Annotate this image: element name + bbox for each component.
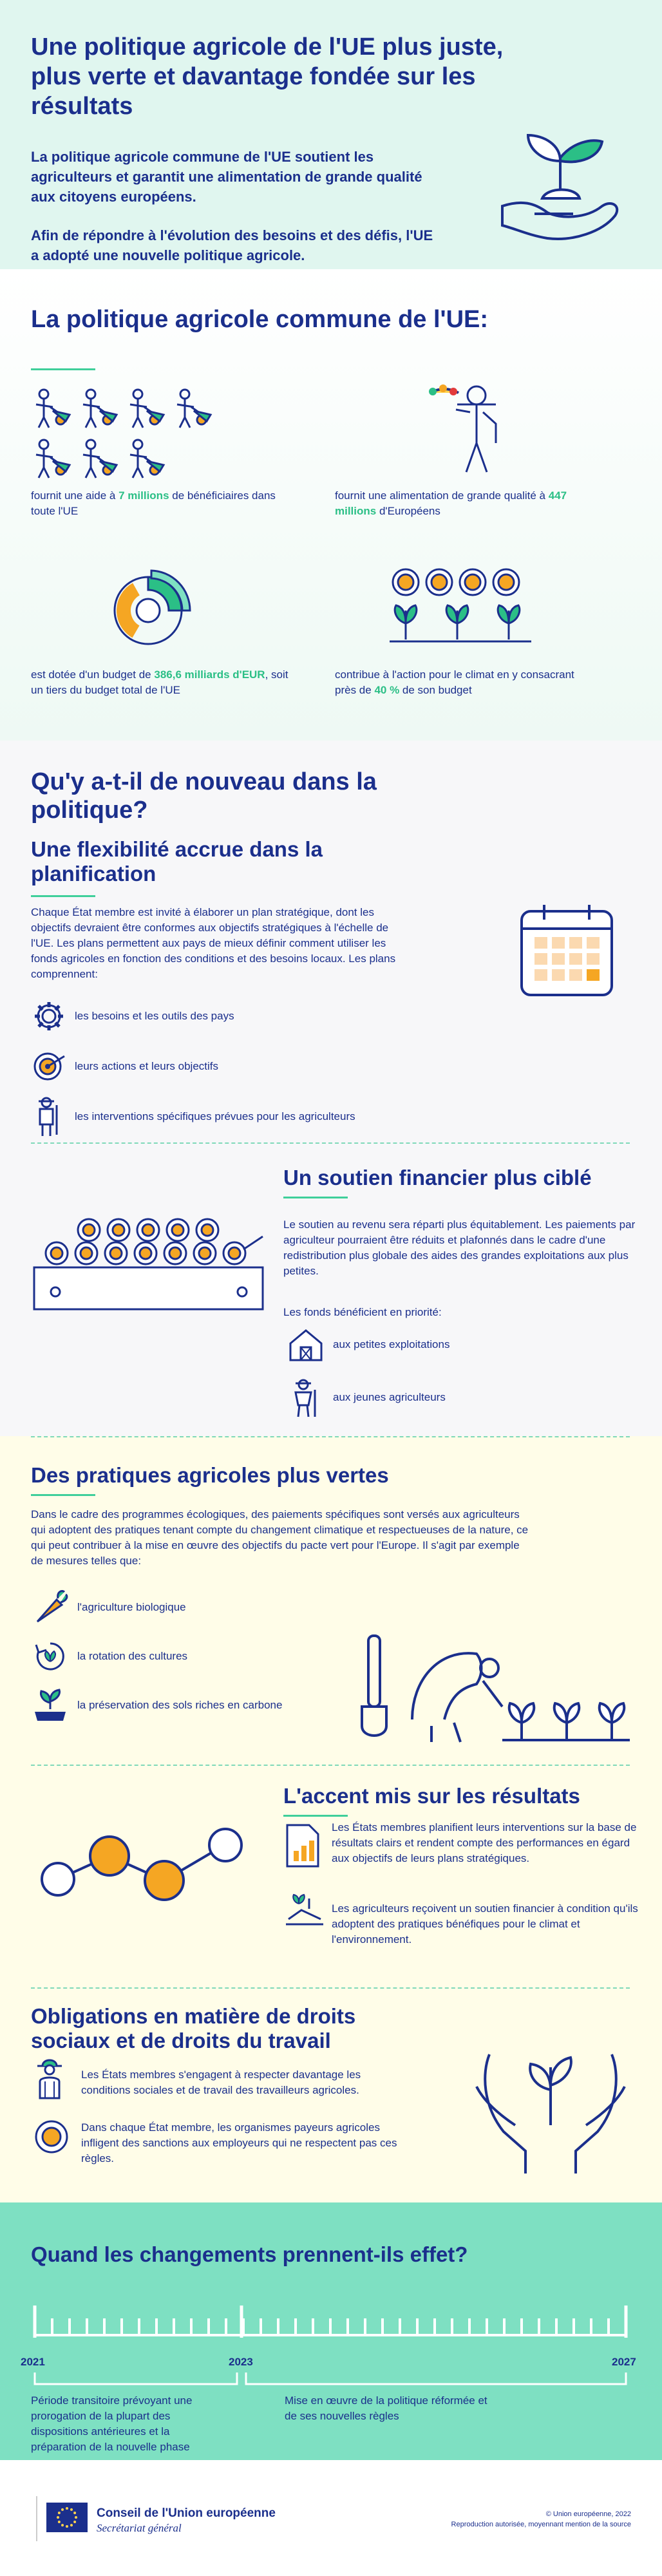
flex-title: Une flexibilité accrue dans la planification: [31, 837, 323, 886]
pac-section: [0, 269, 662, 741]
green-section: [0, 1436, 662, 2202]
resultats-title: L'accent mis sur les résultats: [283, 1784, 580, 1808]
fact1-highlight: 7 millions: [118, 489, 169, 502]
fact4-post: de son budget: [399, 684, 472, 696]
resultats-underline: [283, 1815, 348, 1817]
fact3-pre: est dotée d'un budget de: [31, 668, 155, 681]
soil-sprout-icon: [31, 1686, 70, 1725]
young-farmer-icon: [287, 1377, 325, 1418]
worker-icon: [31, 2056, 70, 2101]
fact3-highlight: 386,6 milliards d'EUR: [154, 668, 265, 681]
fact-food: [335, 488, 580, 519]
vertes-text: Dans le cadre des programmes écologiques, des paiements spécifiques sont versés aux agriculteurs qui adoptent des pratiques tenant compte du changement climatique et respectueuses de la nature, ce qui peut contribuer à la mise en œuvre des objectifs du pacte vert pour l'Europe. Il s'agit par exemple de mesures telles que:: [31, 1508, 529, 1567]
fact-climate: [335, 667, 586, 698]
page-title: Une politique agricole de l'UE plus juste, plus verte et davantage fondée sur les résultats: [31, 33, 504, 120]
results-chain-icon: [39, 1810, 258, 1919]
priority-young-farmers: [287, 1377, 446, 1418]
green-item-label: l'agriculture biologique: [77, 1601, 186, 1613]
nouveau-title: Qu'y a-t-il de nouveau dans la politique?: [31, 768, 377, 824]
eu-star: [61, 2508, 64, 2511]
timeline-ruler: [31, 2299, 630, 2344]
priority-small-farms: [287, 1327, 449, 1363]
plan-item-label: les besoins et les outils des pays: [75, 1010, 234, 1022]
flex-underline: [31, 895, 95, 897]
divider: [31, 1987, 630, 1989]
timeline-section: [0, 2202, 662, 2460]
year-2021: 2021: [21, 2356, 45, 2368]
eu-flag-logo: [46, 2503, 88, 2532]
soutien-title: Un soutien financier plus ciblé: [283, 1166, 592, 1189]
farm-house-icon: [287, 1327, 325, 1363]
eu-star: [73, 2521, 76, 2523]
farmer-planting-icon: [354, 1623, 631, 1745]
droits-title: Obligations en matière de droits sociaux et de droits du travail: [31, 2004, 356, 2052]
target-icon: [31, 1048, 67, 1084]
copyright-line1: © Union européenne, 2022: [545, 2510, 631, 2518]
phase2-text: Mise en œuvre de la politique réformée et de ses nouvelles règles: [285, 2394, 487, 2422]
year-2023: 2023: [229, 2356, 253, 2368]
org-subname: Secrétariat général: [97, 2522, 182, 2534]
eu-star: [75, 2516, 77, 2519]
year-2027: 2027: [612, 2356, 636, 2368]
farmer-icon: [31, 1096, 67, 1137]
priority-label: aux petites exploitations: [333, 1338, 450, 1350]
hand-seedling-icon: [496, 122, 625, 245]
vertes-underline: [31, 1494, 95, 1496]
droits-item1: Les États membres s'engagent à respecter davantage les conditions sociales et de travail des travailleurs agricoles.: [81, 2069, 361, 2096]
phase-bracket: [31, 2371, 630, 2391]
green-item-label: la rotation des cultures: [77, 1650, 188, 1662]
plan-item-label: leurs actions et leurs objectifs: [75, 1060, 218, 1072]
priority-label: aux jeunes agriculteurs: [333, 1391, 446, 1403]
green-item-organic: [31, 1588, 186, 1627]
fact-budget: [31, 667, 288, 698]
green-item-label: la préservation des sols riches en carbone: [77, 1699, 283, 1711]
coin-icon: [33, 2119, 70, 2155]
org-name: Conseil de l'Union européenne: [97, 2506, 276, 2520]
eu-star: [70, 2524, 73, 2526]
eu-star: [57, 2516, 59, 2519]
logo-frame: [36, 2496, 37, 2541]
intro-paragraph-2: Afin de répondre à l'évolution des besoins et des défis, l'UE a adopté une nouvelle politique agricole.: [31, 227, 433, 263]
hands-plant-icon: [464, 2029, 638, 2177]
flex-text: Chaque État membre est invité à élaborer un plan stratégique, dont les objectifs devraient être conformes aux objectifs stratégiques à l'échelle de l'UE. Les plans permettent aux pays de mieux définir comment utiliser les fonds agricoles en fonction des conditions et des besoins locaux. Les plans comprennent:: [31, 906, 396, 980]
field-tractor-icon: [283, 1891, 326, 1927]
plan-item-needs: [31, 998, 234, 1034]
fact4-highlight: 40 %: [374, 684, 400, 696]
coins-tray-icon: [31, 1217, 269, 1320]
resultats-item2: Les agriculteurs reçoivent un soutien financier à condition qu'ils adoptent des pratiques bénéfiques pour le climat et l'environnement.: [332, 1902, 638, 1946]
gear-icon: [31, 998, 67, 1034]
plan-item-interventions: [31, 1096, 355, 1137]
pac-title: La politique agricole commune de l'UE:: [31, 306, 489, 333]
soutien-priority: Les fonds bénéficient en priorité:: [283, 1306, 442, 1318]
eu-star: [61, 2524, 64, 2526]
plan-item-actions: [31, 1048, 218, 1084]
fact2-highlight: 447 millions: [335, 489, 567, 517]
plan-item-label: les interventions spécifiques prévues pour les agriculteurs: [75, 1110, 355, 1122]
fact2-post: d'Européens: [376, 505, 440, 517]
nouveau-section: [0, 741, 662, 1436]
eu-star: [58, 2512, 61, 2514]
footer-section: [0, 2460, 662, 2576]
title-underline: [31, 368, 95, 370]
eu-star: [73, 2512, 76, 2514]
divider: [31, 1765, 630, 1766]
droits-item2: Dans chaque État membre, les organismes payeurs agricoles infligent des sanctions aux employeurs qui ne respectent pas ces règles.: [81, 2121, 397, 2164]
phase1-text: Période transitoire prévoyant une prorogation de la plupart des dispositions antérieures et la préparation de la nouvelle phase: [31, 2394, 193, 2453]
copyright-line2: Reproduction autorisée, moyennant mention de la source: [451, 2521, 631, 2528]
eu-star: [58, 2521, 61, 2523]
rotation-icon: [31, 1637, 70, 1676]
fact1-post: de bénéficiaires dans toute l'UE: [31, 489, 276, 517]
divider: [31, 1142, 630, 1144]
header-section: [0, 0, 662, 269]
fact-beneficiaries: [31, 488, 288, 519]
carrot-icon: [31, 1588, 70, 1627]
coins-plants-icon: [386, 565, 534, 649]
green-item-soil: [31, 1686, 282, 1725]
eu-star: [66, 2525, 68, 2528]
timeline-title: Quand les changements prennent-ils effet?: [31, 2242, 468, 2266]
intro-paragraph-1: La politique agricole commune de l'UE soutient les agriculteurs et garantit une alimentation de grande qualité aux citoyens européens.: [31, 149, 422, 205]
soutien-text: Le soutien au revenu sera réparti plus équitablement. Les paiements par agriculteur pourraient être réduits et plafonnés dans le cadre d'une redistribution plus globale des aides des grandes exploitations aux plus petites.: [283, 1218, 636, 1277]
eu-star: [66, 2507, 68, 2510]
green-item-rotation: [31, 1637, 187, 1676]
fact3-post: , soit un tiers du budget total de l'UE: [31, 668, 288, 696]
report-icon: [283, 1823, 322, 1869]
farmer-food-icon: [419, 379, 509, 475]
calendar-icon: [518, 902, 615, 998]
vertes-title: Des pratiques agricoles plus vertes: [31, 1463, 389, 1487]
eu-star: [70, 2508, 73, 2511]
farmers-icon-grid: [31, 385, 231, 482]
divider: [31, 1436, 630, 1437]
resultats-item1: Les États membres planifient leurs interventions sur la base de résultats clairs et rendent compte des performances en égard aux objectifs de leurs plans stratégiques.: [332, 1821, 637, 1864]
budget-donut-icon: [106, 565, 196, 656]
fact2-pre: fournit une alimentation de grande qualité à: [335, 489, 549, 502]
soutien-underline: [283, 1197, 348, 1198]
fact1-pre: fournit une aide à: [31, 489, 119, 502]
fact4-pre: contribue à l'action pour le climat en y consacrant près de: [335, 668, 574, 696]
